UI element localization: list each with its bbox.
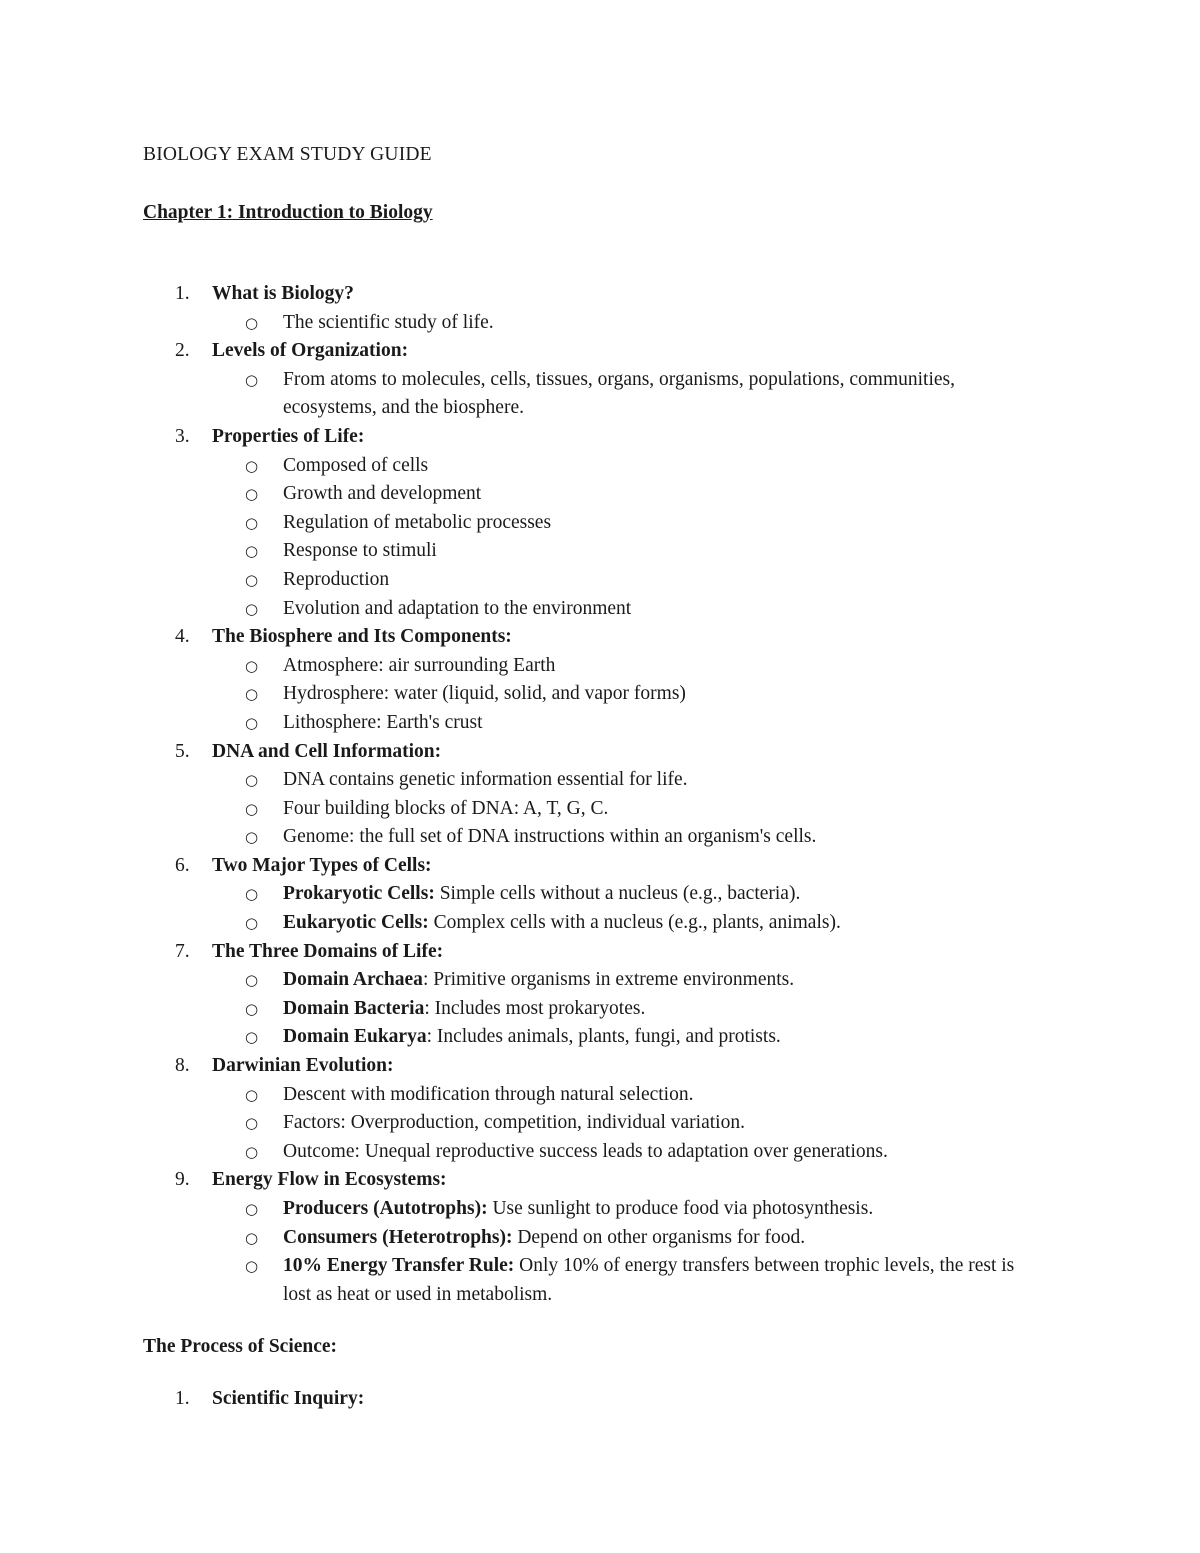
- hollow-circle-bullet-icon: ○: [245, 656, 259, 675]
- hollow-circle-bullet-icon: ○: [245, 999, 259, 1018]
- bullet-item: [245, 309, 1043, 338]
- bullet-item: [245, 566, 1043, 595]
- chapter-section-list: [0, 280, 1200, 1309]
- bullet-item: [245, 1023, 1043, 1052]
- bullet-term: Domain Eukarya: [283, 1026, 427, 1048]
- bullet-term: 10% Energy Transfer Rule:: [283, 1255, 515, 1277]
- bullet-text: Evolution and adaptation to the environment: [283, 597, 632, 619]
- bullet-text: : Includes most prokaryotes.: [424, 997, 646, 1019]
- bullet-text: Hydrosphere: water (liquid, solid, and vapor forms): [283, 683, 686, 705]
- bullet-text: : Includes animals, plants, fungi, and protists.: [426, 1026, 781, 1048]
- bullet-text: The scientific study of life.: [283, 311, 494, 333]
- section-item: [0, 938, 1200, 1052]
- bullet-item: [245, 795, 1043, 824]
- bullet-text: Use sunlight to produce food via photosynthesis.: [487, 1198, 874, 1219]
- section-number: 5.: [175, 740, 190, 762]
- hollow-circle-bullet-icon: ○: [245, 1257, 259, 1276]
- bullet-text: Lithosphere: Earth's crust: [283, 711, 483, 733]
- bullet-text: Outcome: Unequal reproductive success leads to adaptation over generations.: [283, 1140, 888, 1162]
- bullet-text: Depend on other organisms for food.: [512, 1226, 806, 1248]
- bullet-text: Composed of cells: [283, 454, 429, 476]
- bullet-text: DNA contains genetic information essential for life.: [283, 769, 688, 791]
- hollow-circle-bullet-icon: ○: [245, 485, 259, 504]
- section-item: [0, 1052, 1200, 1166]
- section-item: [0, 423, 1200, 623]
- section-number: 7.: [175, 940, 190, 962]
- bullet-term: Prokaryotic Cells:: [283, 883, 435, 905]
- bullet-item: [245, 909, 1043, 938]
- bullet-text: : Primitive organisms in extreme environments.: [422, 969, 795, 991]
- section-heading-row: [0, 938, 1200, 967]
- section-heading: The Biosphere and Its Components:: [212, 626, 512, 648]
- section-heading-row: [0, 738, 1200, 767]
- bullet-item: [245, 652, 1043, 681]
- hollow-circle-bullet-icon: ○: [245, 1142, 259, 1161]
- bullet-term: Domain Archaea: [283, 969, 423, 991]
- bullet-list: [0, 966, 1200, 1052]
- section-number: 8.: [175, 1055, 190, 1077]
- bullet-item: [245, 1224, 1043, 1253]
- section-heading-row: [0, 423, 1200, 452]
- section-heading-row: [0, 1052, 1200, 1081]
- section-heading-row: [0, 1166, 1200, 1195]
- section-heading: What is Biology?: [212, 283, 354, 304]
- hollow-circle-bullet-icon: ○: [245, 799, 259, 818]
- bullet-text: Four building blocks of DNA: A, T, G, C.: [283, 797, 609, 819]
- section-item: [0, 1385, 1200, 1414]
- bullet-item: [245, 1252, 1043, 1309]
- process-of-science-list: [0, 1385, 1200, 1414]
- hollow-circle-bullet-icon: ○: [245, 1228, 259, 1247]
- hollow-circle-bullet-icon: ○: [245, 713, 259, 732]
- section-item: [0, 623, 1200, 737]
- bullet-item: [245, 766, 1043, 795]
- bullet-item: [245, 537, 1043, 566]
- section-item: [0, 1166, 1200, 1309]
- bullet-text: Response to stimuli: [283, 540, 437, 562]
- section-heading: Properties of Life:: [212, 425, 365, 447]
- bullet-term: Producers (Autotrophs):: [283, 1198, 488, 1219]
- section-number: 1.: [175, 283, 190, 304]
- bullet-item: [245, 1081, 1043, 1110]
- hollow-circle-bullet-icon: ○: [245, 771, 259, 790]
- bullet-item: [245, 880, 1043, 909]
- hollow-circle-bullet-icon: ○: [245, 370, 259, 389]
- hollow-circle-bullet-icon: ○: [245, 971, 259, 990]
- bullet-list: [0, 309, 1200, 338]
- bullet-text: Genome: the full set of DNA instructions within an organism's cells.: [283, 826, 817, 848]
- section-item: [0, 337, 1200, 423]
- section-number: 1.: [175, 1388, 190, 1409]
- bullet-term: Domain Bacteria: [283, 997, 425, 1019]
- bullet-item: [245, 966, 1043, 995]
- bullet-term: Eukaryotic Cells:: [283, 912, 429, 934]
- hollow-circle-bullet-icon: ○: [245, 542, 259, 561]
- bullet-item: [245, 1138, 1043, 1167]
- section-heading-row: [0, 623, 1200, 652]
- process-of-science-heading: The Process of Science:: [143, 1336, 338, 1357]
- section-heading: Scientific Inquiry:: [212, 1388, 365, 1409]
- bullet-text: Simple cells without a nucleus (e.g., bacteria).: [434, 883, 801, 905]
- section-heading-row: [0, 852, 1200, 881]
- document-title: BIOLOGY EXAM STUDY GUIDE: [143, 144, 432, 165]
- hollow-circle-bullet-icon: ○: [245, 1085, 259, 1104]
- section-number: 3.: [175, 425, 190, 447]
- section-heading: Two Major Types of Cells:: [212, 854, 432, 876]
- hollow-circle-bullet-icon: ○: [245, 1114, 259, 1133]
- bullet-term: Consumers (Heterotrophs):: [283, 1226, 513, 1248]
- bullet-text: Regulation of metabolic processes: [283, 511, 552, 533]
- section-heading: Energy Flow in Ecosystems:: [212, 1169, 447, 1191]
- bullet-item: [245, 452, 1043, 481]
- bullet-item: [245, 595, 1043, 624]
- bullet-list: [0, 766, 1200, 852]
- bullet-item: [245, 480, 1043, 509]
- bullet-text: Factors: Overproduction, competition, individual variation.: [283, 1112, 745, 1134]
- bullet-item: [245, 995, 1043, 1024]
- bullet-item: [245, 680, 1043, 709]
- hollow-circle-bullet-icon: ○: [245, 885, 259, 904]
- bullet-item: [245, 366, 1043, 423]
- section-heading-row: [0, 280, 1200, 309]
- section-item: [0, 738, 1200, 852]
- bullet-list: [0, 366, 1200, 423]
- bullet-list: [0, 452, 1200, 624]
- hollow-circle-bullet-icon: ○: [245, 570, 259, 589]
- hollow-circle-bullet-icon: ○: [245, 914, 259, 933]
- hollow-circle-bullet-icon: ○: [245, 1028, 259, 1047]
- hollow-circle-bullet-icon: ○: [245, 599, 259, 618]
- section-item: [0, 852, 1200, 938]
- bullet-item: [245, 1109, 1043, 1138]
- section-heading: Levels of Organization:: [212, 340, 409, 362]
- chapter-heading: Chapter 1: Introduction to Biology: [143, 202, 433, 223]
- bullet-text: Atmosphere: air surrounding Earth: [283, 654, 556, 676]
- bullet-list: [0, 652, 1200, 738]
- section-heading: Darwinian Evolution:: [212, 1055, 394, 1077]
- bullet-text: Complex cells with a nucleus (e.g., plants, animals).: [428, 912, 841, 934]
- bullet-text: Descent with modification through natural selection.: [283, 1083, 694, 1105]
- section-heading-row: [0, 337, 1200, 366]
- bullet-text: Reproduction: [283, 568, 390, 590]
- hollow-circle-bullet-icon: ○: [245, 456, 259, 475]
- hollow-circle-bullet-icon: ○: [245, 313, 259, 332]
- bullet-text: From atoms to molecules, cells, tissues, organs, organisms, populations, communities, ecosystems, and the biosphere.: [283, 368, 955, 419]
- bullet-list: [0, 1081, 1200, 1167]
- bullet-list: [0, 1195, 1200, 1309]
- section-number: 9.: [175, 1169, 190, 1191]
- bullet-text: Only 10% of energy transfers between trophic levels, the rest is lost as heat or used in metabolism.: [283, 1255, 1015, 1305]
- section-number: 6.: [175, 854, 190, 876]
- bullet-item: [245, 509, 1043, 538]
- section-heading: The Three Domains of Life:: [212, 940, 444, 962]
- bullet-item: [245, 1195, 1043, 1224]
- bullet-item: [245, 823, 1043, 852]
- hollow-circle-bullet-icon: ○: [245, 685, 259, 704]
- section-heading: DNA and Cell Information:: [212, 740, 442, 762]
- hollow-circle-bullet-icon: ○: [245, 828, 259, 847]
- section-number: 2.: [175, 340, 190, 362]
- hollow-circle-bullet-icon: ○: [245, 1200, 259, 1218]
- hollow-circle-bullet-icon: ○: [245, 513, 259, 532]
- section-number: 4.: [175, 626, 190, 648]
- bullet-text: Growth and development: [283, 483, 482, 505]
- bullet-list: [0, 880, 1200, 937]
- bullet-item: [245, 709, 1043, 738]
- section-item: [0, 280, 1200, 337]
